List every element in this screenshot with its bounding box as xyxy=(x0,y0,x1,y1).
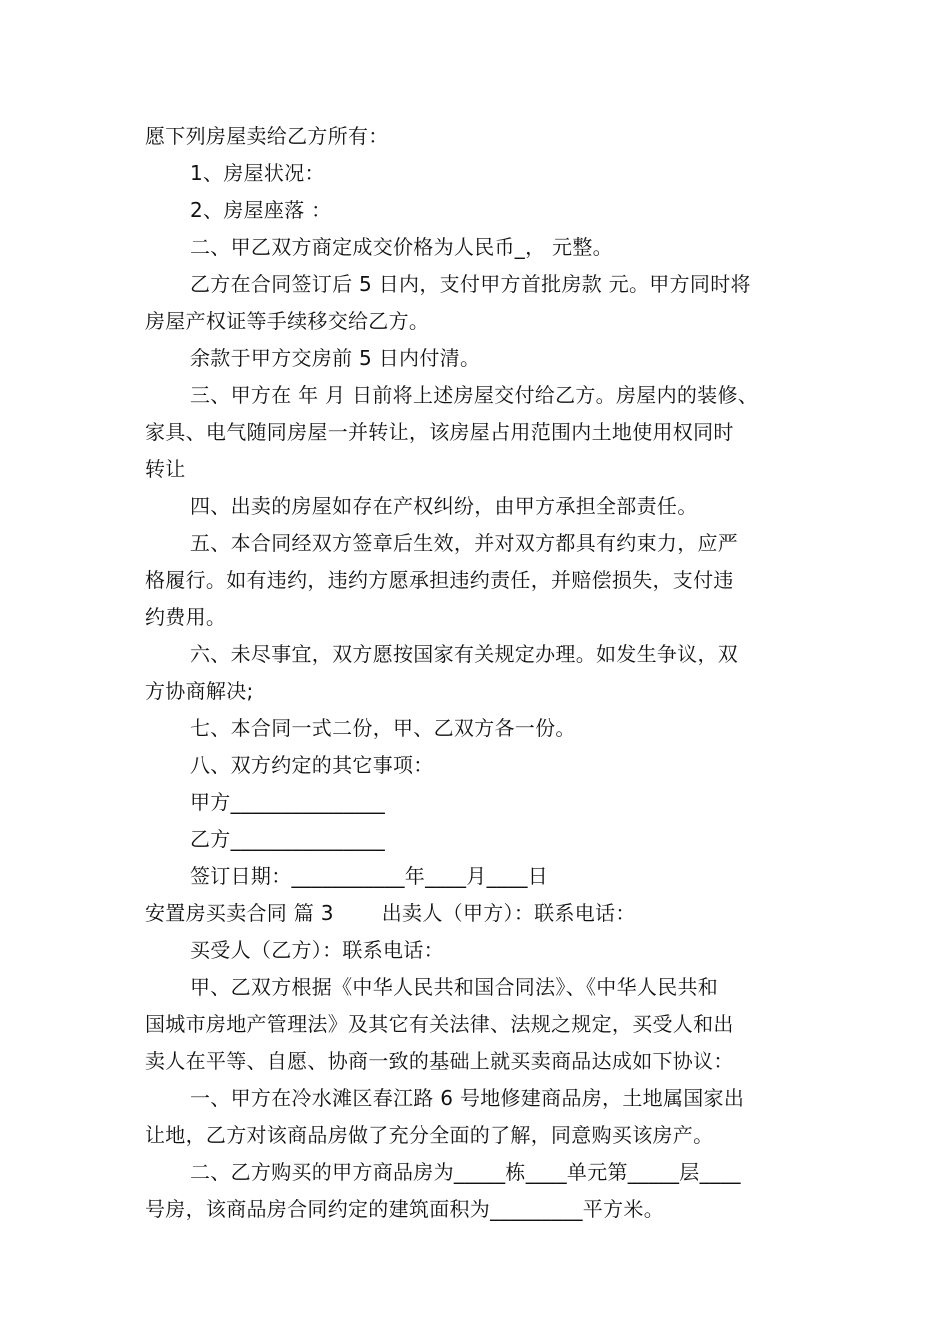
paragraph-line: 甲、乙双方根据《中华人民共和国合同法》、《中华人民共和 xyxy=(190,975,719,999)
paragraph-line: 三、甲方在 年 月 日前将上述房屋交付给乙方。房屋内的装修、 xyxy=(190,383,759,407)
paragraph-line: 方协商解决; xyxy=(145,679,254,703)
party-a-signature-line: 甲方_______________ xyxy=(190,790,386,814)
paragraph-line: 二、乙方购买的甲方商品房为_____栋____单元第_____层____ xyxy=(190,1160,741,1184)
buyer-contact-label: 买受人（乙方）：联系电话： xyxy=(190,938,444,962)
paragraph-line: 国城市房地产管理法》及其它有关法律、法规之规定，买受人和出 xyxy=(145,1012,734,1036)
paragraph-line: 2、房屋座落 ： xyxy=(190,198,332,222)
paragraph-line: 八、双方约定的其它事项： xyxy=(190,753,434,777)
paragraph-line: 六、未尽事宜，双方愿按国家有关规定办理。如发生争议，双 xyxy=(190,642,739,666)
seller-contact-label: 出卖人（甲方）：联系电话： xyxy=(381,901,636,925)
signing-date-line: 签订日期：___________年____月____日 xyxy=(190,864,549,888)
paragraph-line: 余款于甲方交房前 5 日内付清。 xyxy=(190,346,481,370)
document-body xyxy=(145,118,835,1228)
paragraph-line: 约费用。 xyxy=(145,605,227,629)
paragraph-line: 让地，乙方对该商品房做了充分全面的了解，同意购买该房产。 xyxy=(145,1123,714,1147)
paragraph-line: 家具、电气随同房屋一并转让，该房屋占用范围内土地使用权同时 xyxy=(145,420,734,444)
paragraph-line: 一、甲方在冷水滩区春江路 6 号地修建商品房，土地属国家出 xyxy=(190,1086,745,1110)
paragraph-line: 房屋产权证等手续移交给乙方。 xyxy=(145,309,430,333)
paragraph-line: 1、房屋状况： xyxy=(190,161,325,185)
paragraph-line: 四、出卖的房屋如存在产权纠纷，由甲方承担全部责任。 xyxy=(190,494,698,518)
paragraph-line: 七、本合同一式二份，甲、乙双方各一份。 xyxy=(190,716,576,740)
party-b-signature-line: 乙方_______________ xyxy=(190,827,386,851)
paragraph-line: 愿下列房屋卖给乙方所有： xyxy=(145,124,389,148)
contract-title: 安置房买卖合同 篇 3 xyxy=(145,901,334,925)
contract-heading-line xyxy=(145,895,835,932)
paragraph-line: 乙方在合同签订后 5 日内，支付甲方首批房款 元。甲方同时将 xyxy=(190,272,751,296)
paragraph-line: 格履行。如有违约，违约方愿承担违约责任，并赔偿损失，支付违 xyxy=(145,568,734,592)
paragraph-line: 转让 xyxy=(145,457,186,481)
paragraph-line: 二、甲乙双方商定成交价格为人民币_， 元整。 xyxy=(190,235,613,259)
paragraph-line: 号房，该商品房合同约定的建筑面积为_________平方米。 xyxy=(145,1197,664,1221)
paragraph-line: 五、本合同经双方签章后生效，并对双方都具有约束力，应严 xyxy=(190,531,739,555)
paragraph-line: 卖人在平等、自愿、协商一致的基础上就买卖商品达成如下协议： xyxy=(145,1049,734,1073)
